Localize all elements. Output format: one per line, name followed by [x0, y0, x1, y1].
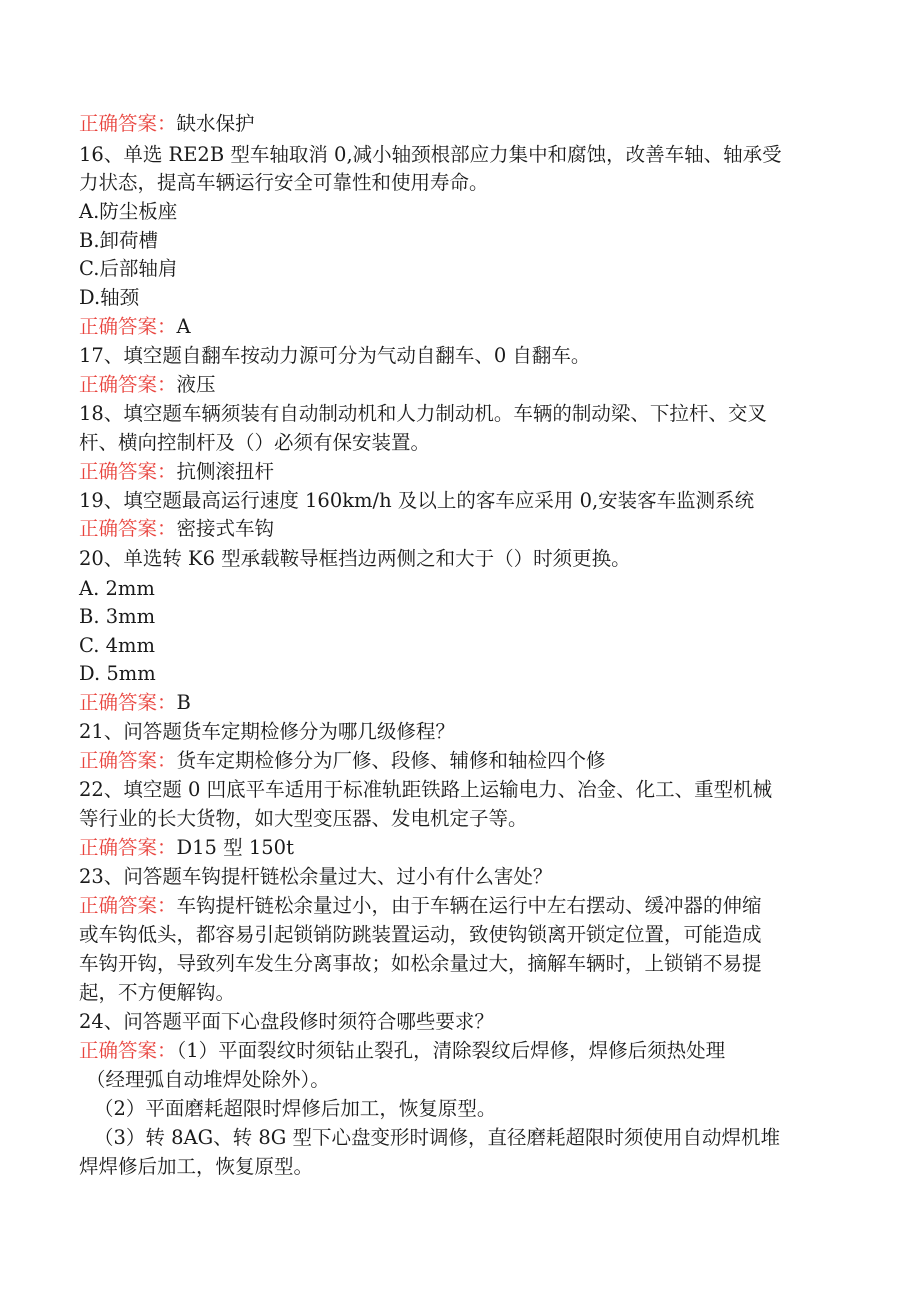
answer-label: 正确答案： — [79, 373, 177, 396]
answer-24-line-3: （2）平面磨耗超限时焊修后加工，恢复原型。 — [94, 1097, 497, 1120]
answer-24-line-2: （经理弧自动堆焊处除外）。 — [86, 1068, 330, 1091]
answer-line-16 — [79, 313, 839, 341]
question-16-line-2: 力状态，提高车辆运行安全可靠性和使用寿命。 — [79, 171, 489, 194]
option-d: D.轴颈 — [79, 286, 140, 309]
answer-label: 正确答案： — [79, 460, 177, 483]
answer-line-22 — [79, 834, 839, 862]
question-16-line-1: 16、单选 RE2B 型车轴取消 0,减小轴颈根部应力集中和腐蚀，改善车轴、轴承受 — [79, 143, 782, 166]
answer-text: 抗侧滚扭杆 — [176, 460, 275, 483]
question-21: 21、问答题货车定期检修分为哪几级修程？ — [79, 720, 455, 743]
answer-label: 正确答案： — [79, 691, 177, 714]
question-18-line-2: 杆、横向控制杆及（）必须有保安装置。 — [79, 431, 431, 454]
option-a: A. 2mm — [79, 577, 155, 600]
answer-23-line-4: 起，不方便解钩。 — [79, 981, 236, 1004]
answer-line-20 — [79, 689, 839, 717]
answer-text: D15 型 150t — [176, 836, 294, 859]
answer-label: 正确答案： — [79, 749, 177, 772]
answer-text: A — [176, 315, 191, 338]
option-c: C. 4mm — [79, 634, 156, 657]
answer-23-line-2: 或车钩低头，都容易引起锁销防跳装置运动，致使钩锁离开锁定位置，可能造成 — [79, 923, 762, 946]
answer-text: 液压 — [176, 373, 216, 396]
question-24: 24、问答题平面下心盘段修时须符合哪些要求？ — [79, 1010, 494, 1033]
answer-label: 正确答案： — [79, 1039, 177, 1062]
question-22-line-1: 22、填空题 0 凹底平车适用于标准轨距铁路上运输电力、冶金、化工、重型机械 — [79, 778, 773, 801]
answer-label: 正确答案： — [79, 894, 177, 917]
answer-label: 正确答案： — [79, 836, 177, 859]
answer-text: 车钩提杆链松余量过小，由于车辆在运行中左右摆动、缓冲器的伸缩 — [176, 894, 762, 917]
answer-line-17 — [79, 371, 839, 399]
option-b: B.卸荷槽 — [79, 229, 159, 252]
answer-text: 缺水保护 — [176, 112, 255, 135]
option-c: C.后部轴肩 — [79, 257, 178, 280]
answer-label: 正确答案： — [79, 112, 177, 135]
answer-line-15 — [79, 110, 839, 138]
answer-text: （1）平面裂纹时须钻止裂孔，清除裂纹后焊修，焊修后须热处理 — [176, 1039, 726, 1062]
answer-23-line-3: 车钩开钩，导致列车发生分离事故；如松余量过大，摘解车辆时，上锁销不易提 — [79, 952, 762, 975]
answer-line-18 — [79, 458, 839, 486]
answer-line-24 — [79, 1037, 839, 1065]
option-a: A.防尘板座 — [79, 200, 178, 223]
answer-text: B — [176, 691, 191, 714]
answer-text: 密接式车钩 — [176, 517, 275, 540]
question-23: 23、问答题车钩提杆链松余量过大、过小有什么害处？ — [79, 865, 553, 888]
question-18-line-1: 18、填空题车辆须装有自动制动机和人力制动机。车辆的制动梁、下拉杆、交叉 — [79, 402, 767, 425]
question-20: 20、单选转 K6 型承载鞍导框挡边两侧之和大于（）时须更换。 — [79, 547, 631, 570]
answer-line-23 — [79, 892, 839, 920]
question-19: 19、填空题最高运行速度 160km/h 及以上的客车应采用 0,安装客车监测系统 — [79, 489, 755, 512]
answer-24-line-4: （3）转 8AG、转 8G 型下心盘变形时调修，直径磨耗超限时须使用自动焊机堆 — [94, 1126, 781, 1149]
answer-line-21 — [79, 747, 839, 775]
option-b: B. 3mm — [79, 605, 156, 628]
option-d: D. 5mm — [79, 662, 156, 685]
answer-label: 正确答案： — [79, 517, 177, 540]
answer-24-line-5: 焊焊修后加工，恢复原型。 — [79, 1155, 314, 1178]
answer-line-19 — [79, 515, 839, 543]
question-17: 17、填空题自翻车按动力源可分为气动自翻车、0 自翻车。 — [79, 344, 591, 367]
question-22-line-2: 等行业的长大货物，如大型变压器、发电机定子等。 — [79, 807, 528, 830]
answer-label: 正确答案： — [79, 315, 177, 338]
answer-text: 货车定期检修分为厂修、段修、辅修和轴检四个修 — [176, 749, 606, 772]
